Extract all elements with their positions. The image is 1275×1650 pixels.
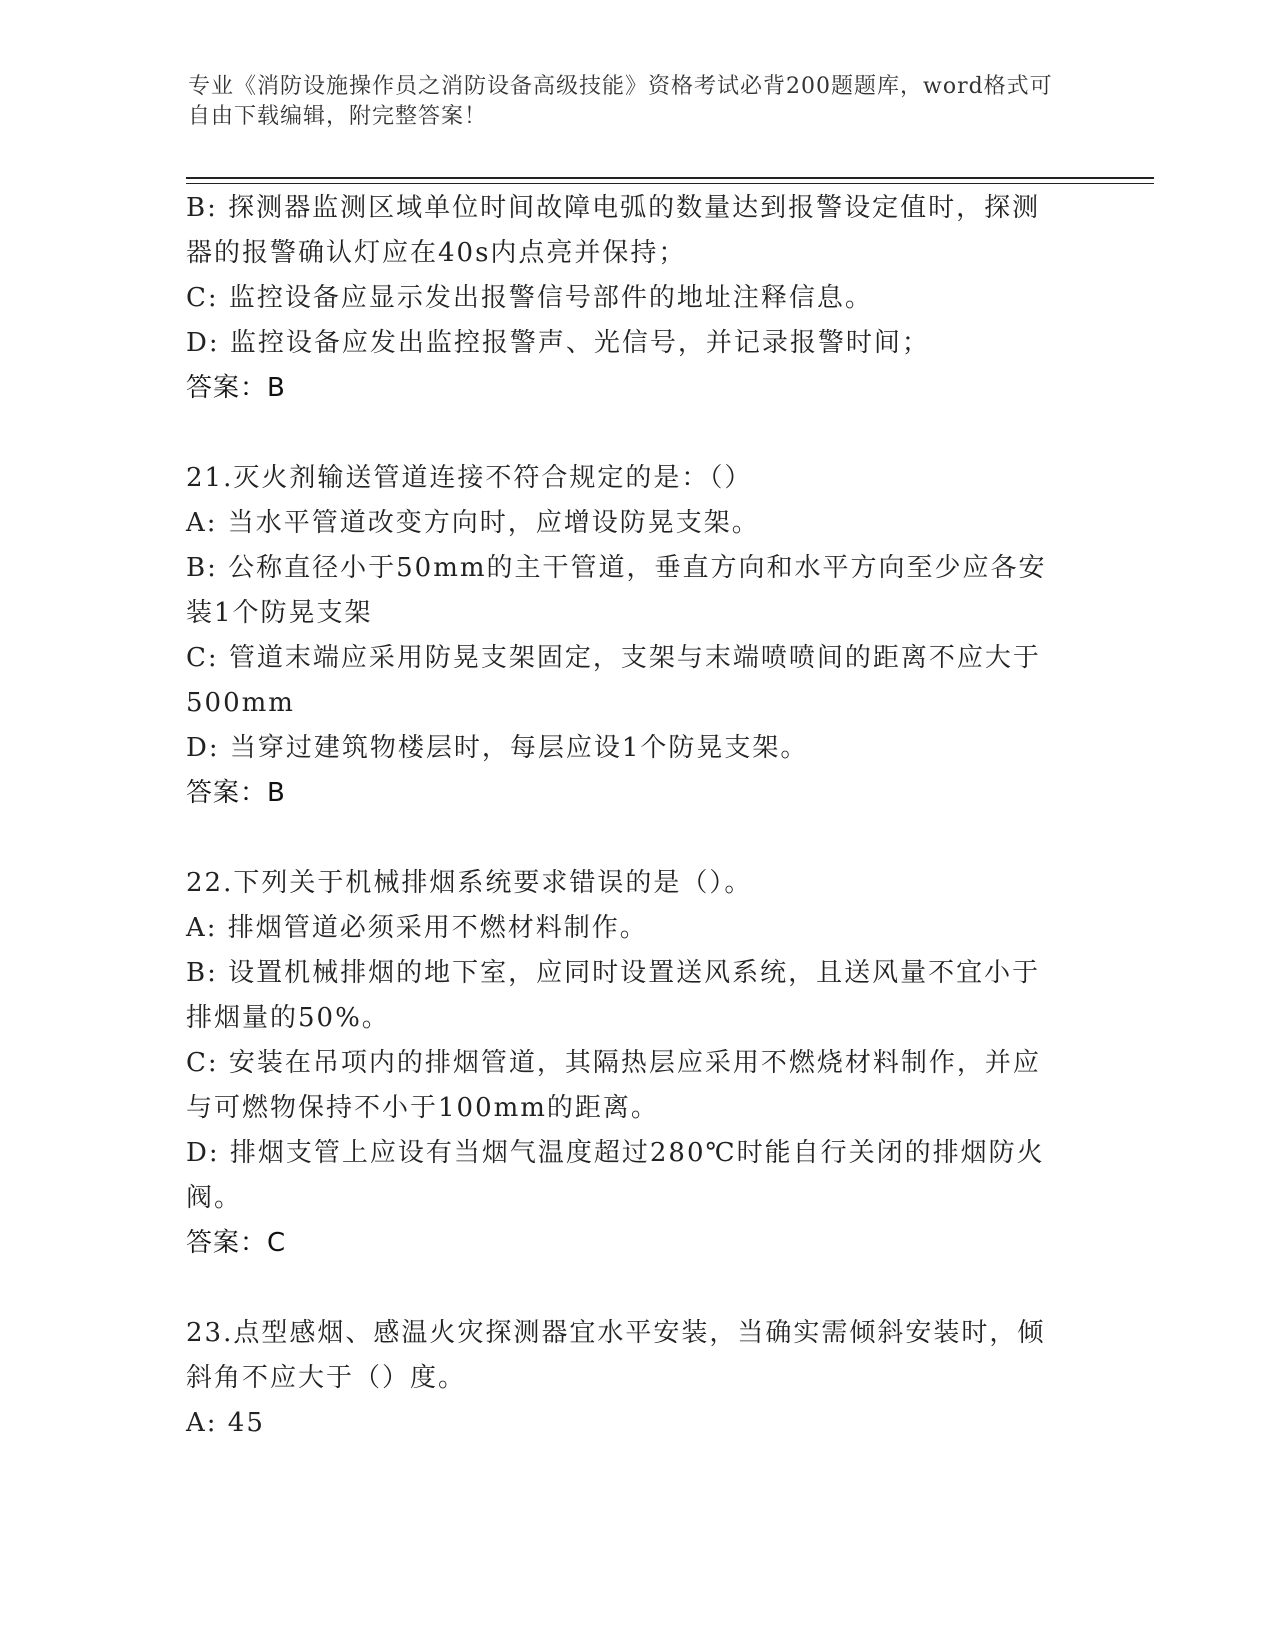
option-d: D: 当穿过建筑物楼层时，每层应设1个防晃支架。 [186,733,809,763]
block-spacer [186,411,1086,456]
question-stem-line-1: 23.点型感烟、感温火灾探测器宜水平安装，当确实需倾斜安装时，倾 [186,1318,1046,1348]
option-b-line-2: 排烟量的50%。 [186,1003,390,1033]
option-d-line-2: 阀。 [186,1183,243,1213]
document-header: 专业《消防设施操作员之消防设备高级技能》资格考试必背200题题库，word格式可自由下载编辑，附完整答案！ [188,74,1053,129]
header-divider-thick [186,177,1154,179]
answer-line: 答案：B [186,373,286,403]
block-spacer [186,816,1086,861]
option-b-line-1: B: 公称直径小于50mm的主干管道，垂直方向和水平方向至少应各安 [186,553,1047,583]
option-d-line-1: D: 排烟支管上应设有当烟气温度超过280℃时能自行关闭的排烟防火 [186,1138,1045,1168]
question-block-21 [186,456,1086,816]
question-stem: 22.下列关于机械排烟系统要求错误的是（）。 [186,868,753,898]
question-stem: 21.灭火剂输送管道连接不符合规定的是：（） [186,463,753,493]
option-c-line-1: C: 安装在吊项内的排烟管道，其隔热层应采用不燃烧材料制作，并应 [186,1048,1041,1078]
answer-line: 答案：C [186,1228,287,1258]
option-a: A: 排烟管道必须采用不燃材料制作。 [186,913,648,943]
document-body [186,186,1086,1446]
option-d: D: 监控设备应发出监控报警声、光信号，并记录报警时间； [186,328,930,358]
question-block-continued [186,186,1086,411]
option-b-line-2: 装1个防晃支架 [186,598,373,628]
option-a: A: 45 [186,1408,265,1438]
option-c: C: 监控设备应显示发出报警信号部件的地址注释信息。 [186,283,873,313]
option-b-line-1: B: 设置机械排烟的地下室，应同时设置送风系统，且送风量不宜小于 [186,958,1041,988]
question-block-22 [186,861,1086,1266]
header-divider-thin [186,183,1154,184]
option-c-line-1: C: 管道末端应采用防晃支架固定，支架与末端喷喷间的距离不应大于 [186,643,1041,673]
option-b-line-1: B: 探测器监测区域单位时间故障电弧的数量达到报警设定值时，探测 [186,193,1041,223]
option-a: A: 当水平管道改变方向时，应增设防晃支架。 [186,508,760,538]
block-spacer [186,1266,1086,1311]
answer-line: 答案：B [186,778,286,808]
option-c-line-2: 与可燃物保持不小于100mm的距离。 [186,1093,659,1123]
question-block-23 [186,1311,1086,1446]
question-stem-line-2: 斜角不应大于（）度。 [186,1363,467,1393]
option-c-line-2: 500mm [186,688,295,718]
option-b-line-2: 器的报警确认灯应在40s内点亮并保持； [186,238,687,268]
